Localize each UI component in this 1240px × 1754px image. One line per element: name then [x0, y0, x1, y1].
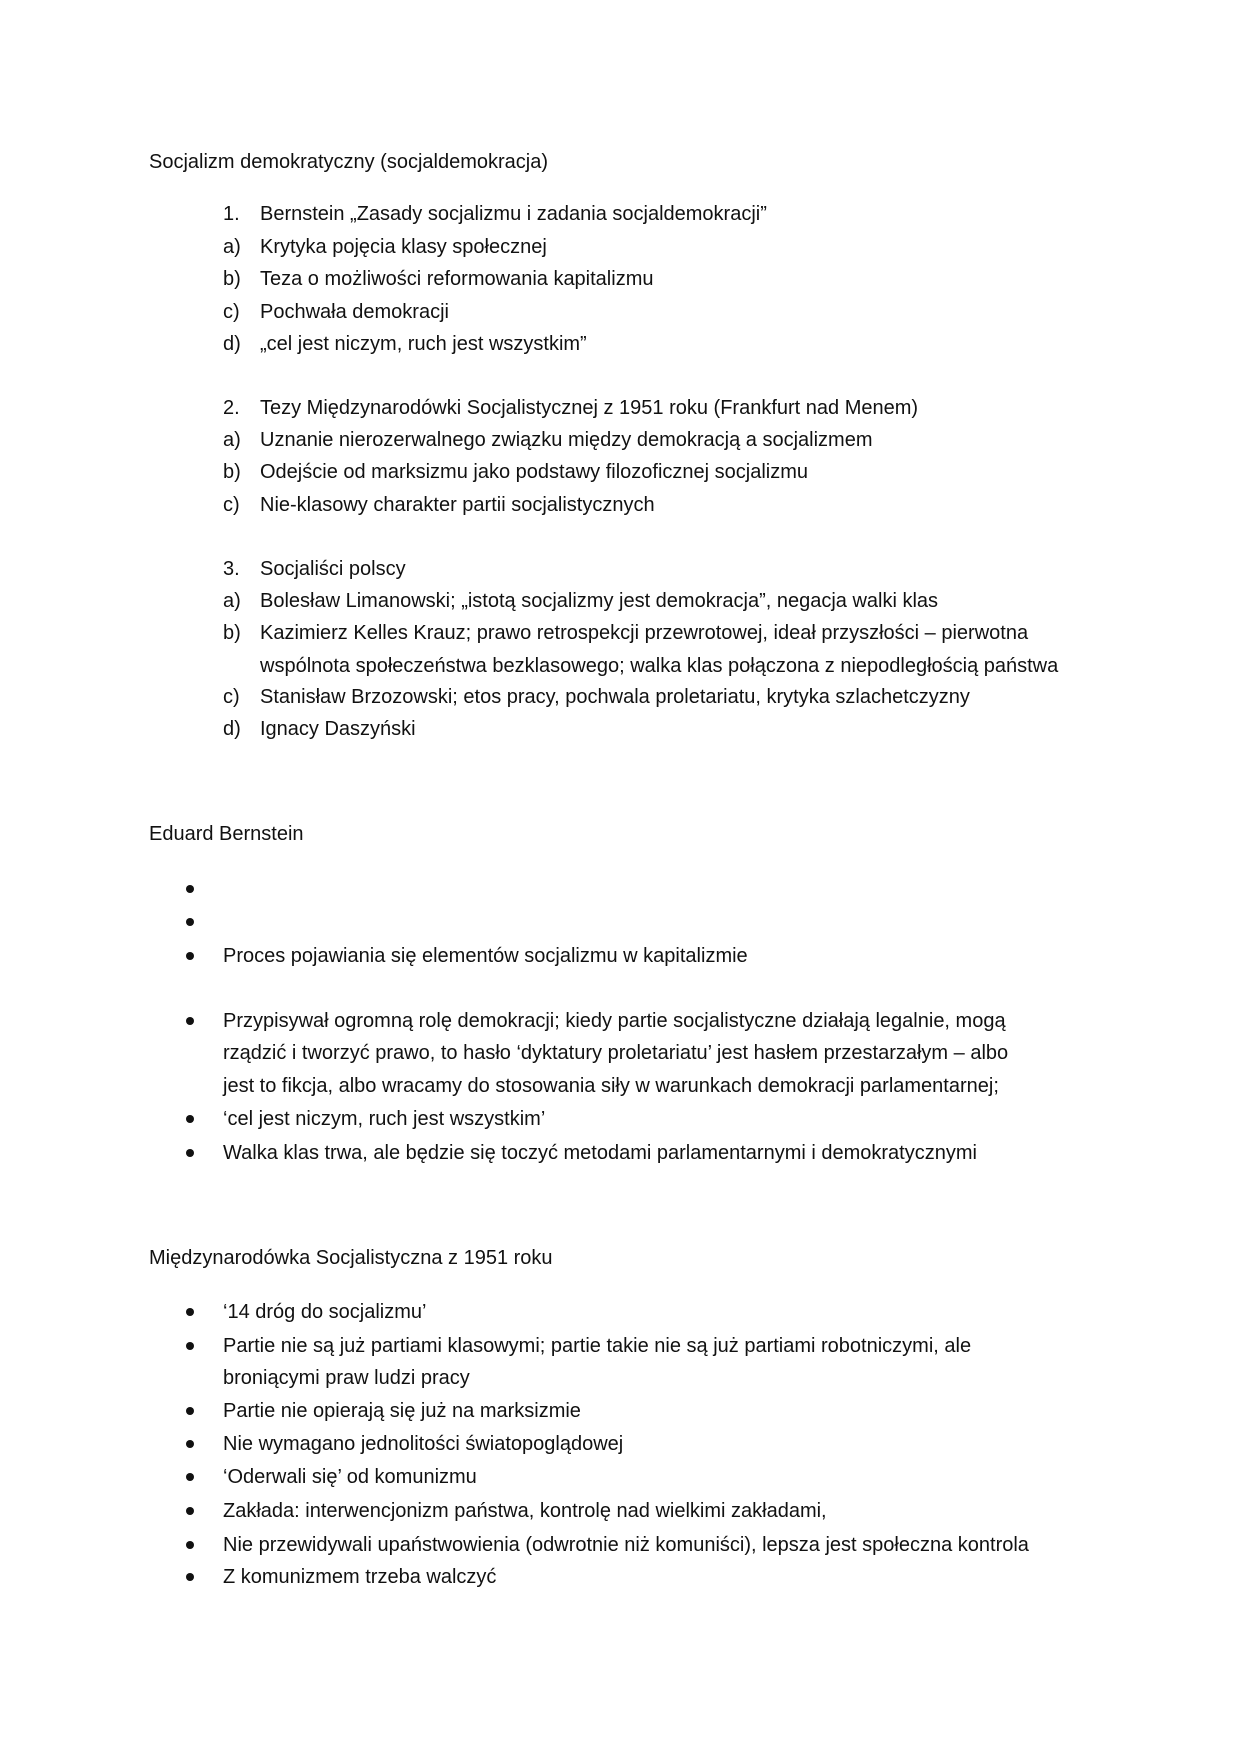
list-item: Teza o możliwości reformowania kapitalizmu [260, 268, 654, 290]
bullet-icon [186, 1507, 194, 1515]
list-item-continuation: wspólnota społeczeństwa bezklasowego; walka klas połączona z niepodległością państwa [260, 655, 1059, 677]
list-item: Uznanie nierozerwalnego związku między demokracją a socjalizmem [260, 429, 873, 451]
list-item: Nie-klasowy charakter partii socjalistycznych [260, 494, 655, 516]
list-number: 3. [223, 558, 240, 580]
list-marker: c) [223, 686, 240, 708]
list-marker: a) [223, 236, 241, 258]
section-heading: Eduard Bernstein [149, 823, 304, 845]
bullet-icon [186, 952, 194, 960]
bullet-item: Walka klas trwa, ale będzie się toczyć metodami parlamentarnymi i demokratycznymi [223, 1142, 977, 1164]
bullet-icon [186, 1017, 194, 1025]
bullet-item: ‘14 dróg do socjalizmu’ [223, 1301, 427, 1323]
list-marker: a) [223, 590, 241, 612]
bullet-item-continuation: rządzić i tworzyć prawo, to hasło ‘dyktatury proletariatu’ jest hasłem przestarzałym – albo [223, 1042, 1009, 1064]
bullet-item-continuation: broniącymi praw ludzi pracy [223, 1367, 470, 1389]
list-item: Pochwała demokracji [260, 301, 449, 323]
bullet-item: Przypisywał ogromną rolę demokracji; kiedy partie socjalistyczne działają legalnie, mogą [223, 1010, 1006, 1032]
bullet-icon [186, 885, 194, 893]
bullet-item: ‘Oderwali się’ od komunizmu [223, 1466, 477, 1488]
list-item: „cel jest niczym, ruch jest wszystkim” [260, 333, 587, 355]
list-marker: a) [223, 429, 241, 451]
bullet-item: Nie wymagano jednolitości światopoglądowej [223, 1433, 624, 1455]
document-title: Socjalizm demokratyczny (socjaldemokracja) [149, 151, 549, 173]
bullet-icon [186, 1149, 194, 1157]
bullet-icon [186, 1541, 194, 1549]
bullet-item: Proces pojawiania się elementów socjalizmu w kapitalizmie [223, 945, 748, 967]
bullet-item: Nie przewidywali upaństwowienia (odwrotnie niż komuniści), lepsza jest społeczna kontrola [223, 1534, 1029, 1556]
list-item: Bernstein „Zasady socjalizmu i zadania socjaldemokracji” [260, 203, 767, 225]
bullet-icon [186, 1573, 194, 1581]
bullet-icon [186, 1115, 194, 1123]
bullet-icon [186, 1342, 194, 1350]
section-heading: Międzynarodówka Socjalistyczna z 1951 roku [149, 1247, 553, 1269]
list-marker: b) [223, 268, 241, 290]
bullet-icon [186, 1440, 194, 1448]
list-item: Socjaliści polscy [260, 558, 406, 580]
list-marker: b) [223, 461, 241, 483]
bullet-icon [186, 1473, 194, 1481]
list-marker: d) [223, 333, 241, 355]
bullet-icon [186, 918, 194, 926]
bullet-item: Z komunizmem trzeba walczyć [223, 1566, 497, 1588]
bullet-item: Partie nie są już partiami klasowymi; partie takie nie są już partiami robotniczymi, ale [223, 1335, 972, 1357]
list-item: Tezy Międzynarodówki Socjalistycznej z 1951 roku (Frankfurt nad Menem) [260, 397, 919, 419]
bullet-item: Zakłada: interwencjonizm państwa, kontrolę nad wielkimi zakładami, [223, 1500, 827, 1522]
list-item: Bolesław Limanowski; „istotą socjalizmy jest demokracja”, negacja walki klas [260, 590, 939, 612]
bullet-icon [186, 1407, 194, 1415]
list-marker: b) [223, 622, 241, 644]
bullet-item-continuation: jest to fikcja, albo wracamy do stosowania siły w warunkach demokracji parlamentarnej; [223, 1075, 999, 1097]
bullet-item: Partie nie opierają się już na marksizmie [223, 1400, 581, 1422]
list-marker: c) [223, 301, 240, 323]
list-item: Odejście od marksizmu jako podstawy filozoficznej socjalizmu [260, 461, 808, 483]
list-number: 2. [223, 397, 240, 419]
list-number: 1. [223, 203, 240, 225]
list-item: Ignacy Daszyński [260, 718, 416, 740]
bullet-icon [186, 1308, 194, 1316]
list-marker: c) [223, 494, 240, 516]
list-marker: d) [223, 718, 241, 740]
list-item: Kazimierz Kelles Krauz; prawo retrospekcji przewrotowej, ideał przyszłości – pierwotna [260, 622, 1029, 644]
list-item: Stanisław Brzozowski; etos pracy, pochwala proletariatu, krytyka szlachetczyzny [260, 686, 970, 708]
list-item: Krytyka pojęcia klasy społecznej [260, 236, 547, 258]
bullet-item: ‘cel jest niczym, ruch jest wszystkim’ [223, 1108, 546, 1130]
